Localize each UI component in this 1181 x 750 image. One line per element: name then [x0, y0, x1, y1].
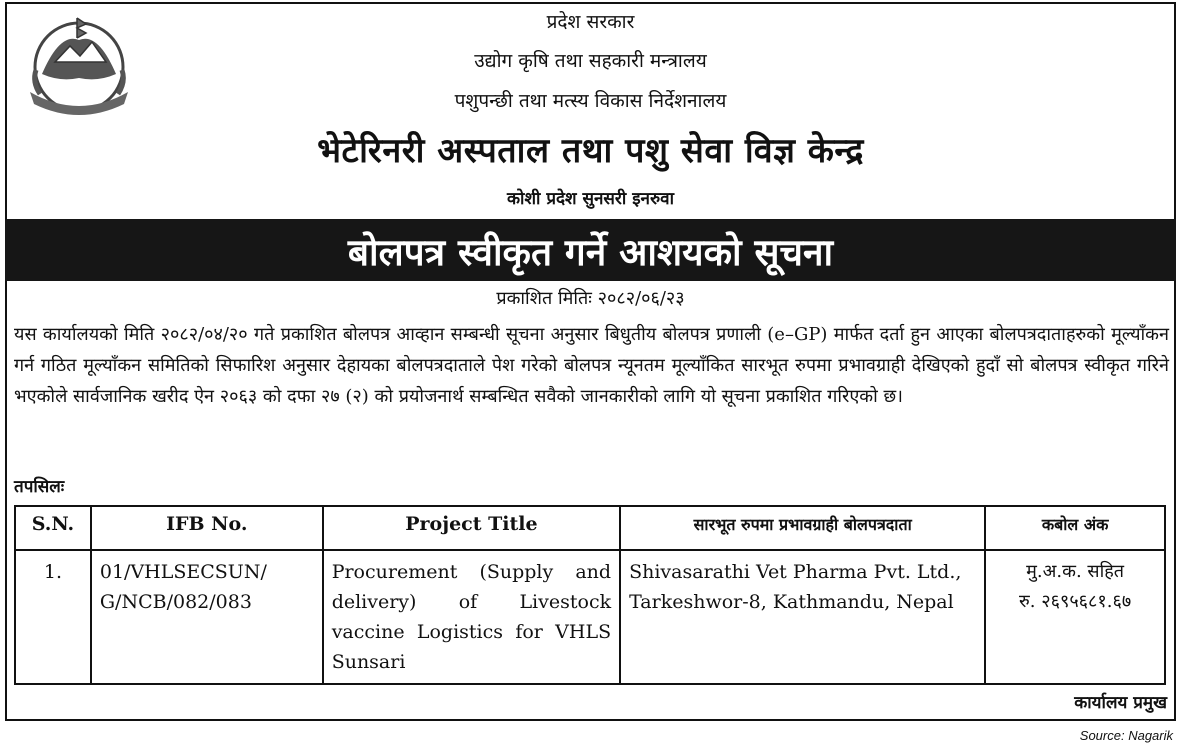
directorate-name: पशुपन्छी तथा मत्स्य विकास निर्देशनालय [454, 90, 727, 112]
notice-body [14, 319, 1169, 412]
cell-amount [985, 550, 1165, 684]
office-name: भेटेरिनरी अस्पताल तथा पशु सेवा विज्ञ केन्द्र [317, 131, 864, 171]
cell-project-title: Procurement (Supply and delivery) of Livestock vaccine Logistics for VHLS Sunsari [323, 550, 620, 684]
schedule-label: तपसिलः [14, 477, 65, 497]
cell-ifb: 01/VHLSECSUN/ G/NCB/082/083 [91, 550, 323, 684]
header-amount: कबोल अंक [985, 506, 1165, 550]
cell-bidder: Shivasarathi Vet Pharma Pvt. Ltd., Tarkeshwor-8, Kathmandu, Nepal [620, 550, 985, 684]
header-project-title: Project Title [323, 506, 620, 550]
header-ifb: IFB No. [91, 506, 323, 550]
notice-paragraph: यस कार्यालयको मिति २०८२/०४/२० गते प्रकाशित बोलपत्र आव्हान सम्बन्धी सूचना अनुसार बिधुतीय बोलपत्र प्रणाली (e–GP) मार्फत दर्ता हुन आएका बोलपत्रदाताहरुको मूल्यॉंकन गर्न गठित मूल्यॉंकन समितिको सिफारिश अनुसार देहायका बोलपत्रदाताले पेश गरेको बोलपत्र न्यूनतम मूल्यॉंकित सारभूत रुपमा प्रभावग्राही देखिएको हुदॉं सो बोलपत्र स्वीकृत गरिने भएकोले सार्वजानिक खरीद ऐन २०६३ को दफा २७ (२) को प्रयोजनार्थ सम्बन्धित सवैको जानकारीको लागि यो सूचना प्रकाशित गरिएको छ। [14, 324, 1169, 407]
amount-value: रु. २६९५६८१.६७ [1019, 591, 1132, 612]
bid-table [14, 505, 1166, 685]
notice-title: बोलपत्र स्वीकृत गर्ने आशयको सूचना [347, 231, 834, 274]
ministry-name: उद्योग कृषि तथा सहकारी मन्त्रालय [474, 50, 707, 72]
amount-label: मु.अ.क. सहित [1026, 561, 1125, 582]
table-header-row [15, 506, 1165, 550]
table-row [15, 550, 1165, 684]
source-credit: Source: Nagarik [1079, 728, 1173, 743]
cell-sn: 1. [15, 550, 91, 684]
signature: कार्यालय प्रमुख [1074, 693, 1167, 713]
publish-date: प्रकाशित मितिः २०८२/०६/२३ [496, 288, 685, 309]
header-sn: S.N. [15, 506, 91, 550]
header-bidder: सारभूत रुपमा प्रभावग्राही बोलपत्रदाता [620, 506, 985, 550]
province-government: प्रदेश सरकार [546, 11, 635, 33]
office-location: कोशी प्रदेश सुनसरी इनरुवा [506, 189, 674, 209]
